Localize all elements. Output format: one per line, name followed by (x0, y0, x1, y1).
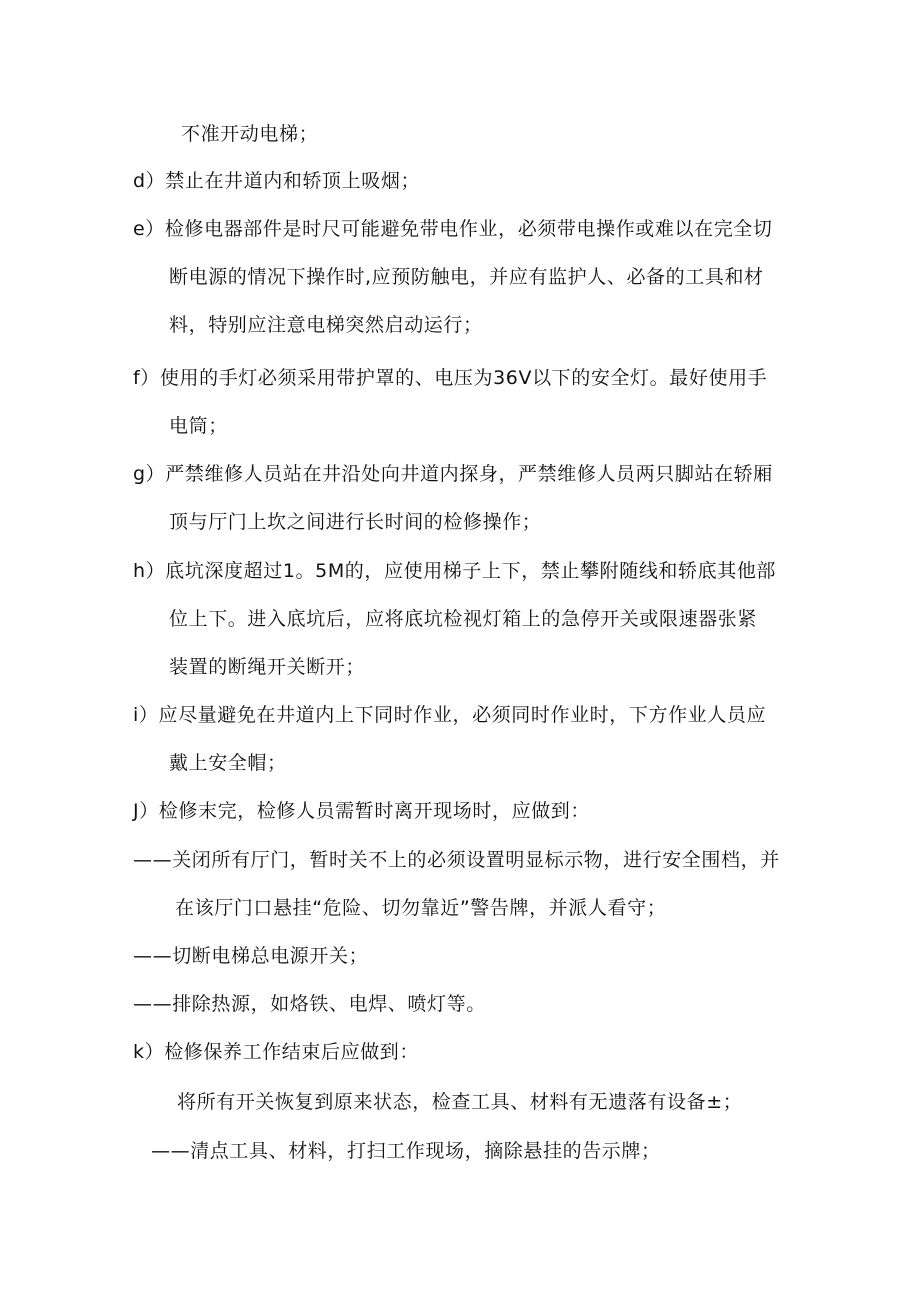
text-line: d）禁止在井道内和轿顶上吸烟； (133, 170, 421, 192)
text-line: 电筒； (169, 415, 228, 437)
text-line: 在该厅门口悬挂“危险、切勿靠近”警告牌，并派人看守； (175, 897, 667, 919)
text-line: f）使用的手灯必须采用带护罩的、电压为36V以下的安全灯。最好使用手 (133, 367, 768, 389)
text-line: ——排除热源，如烙铁、电焊、喷灯等。 (133, 993, 486, 1015)
text-line: h）底坑深度超过1。5M的，应使用梯子上下，禁止攀附随线和轿底其他部 (133, 560, 777, 582)
text-line: i）应尽量避免在井道内上下同时作业，必须同时作业时，下方作业人员应 (133, 704, 767, 726)
text-line: 戴上安全帽； (169, 752, 287, 774)
text-line: 位上下。进入底坑后，应将底坑检视灯箱上的急停开关或限速器张紧 (169, 608, 758, 630)
text-line: 将所有开关恢复到原来状态，检查工具、材料有无遗落有设备±； (177, 1091, 743, 1113)
text-line: 顶与厅门上坎之间进行长时间的检修操作； (169, 511, 542, 533)
text-line: 不准开动电梯； (181, 123, 319, 145)
text-line: g）严禁维修人员站在井沿处向井道内探身，严禁维修人员两只脚站在轿厢 (133, 463, 773, 485)
text-line: 断电源的情况下操作时,应预防触电，并应有监护人、必备的工具和材 (169, 266, 764, 288)
text-line: ——清点工具、材料，打扫工作现场，摘除悬挂的告示牌； (151, 1140, 661, 1162)
text-line: 料，特别应注意电梯突然启动运行； (169, 314, 483, 336)
text-line: ——关闭所有厅门，暂时关不上的必须设置明显标示物，进行安全围档，并 (133, 849, 780, 871)
text-line: 装置的断绳开关断开； (169, 656, 366, 678)
text-line: e）检修电器部件是时尺可能避免带电作业，必须带电操作或难以在完全切 (133, 218, 773, 240)
text-line: k）检修保养工作结束后应做到： (133, 1041, 420, 1063)
text-line: ——切断电梯总电源开关； (133, 945, 369, 967)
text-line: J）检修末完，检修人员需暂时离开现场时，应做到： (133, 800, 591, 822)
